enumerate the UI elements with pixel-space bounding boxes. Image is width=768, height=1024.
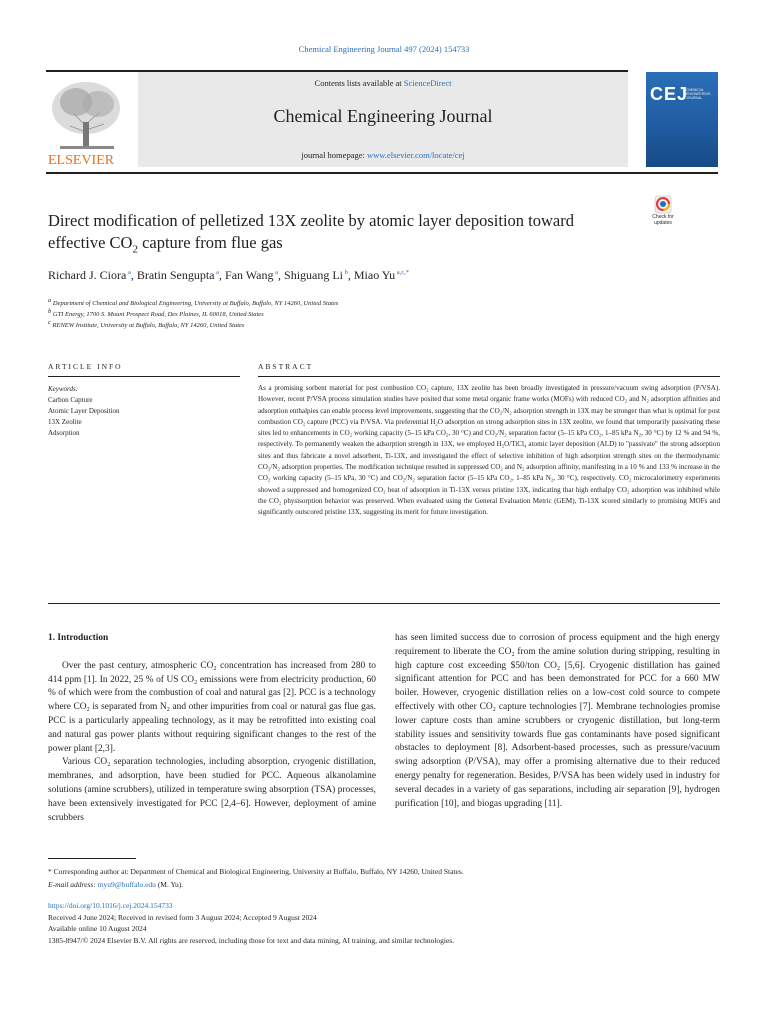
title-subscript: 2 <box>132 243 138 256</box>
author-name[interactable]: Richard J. Ciora <box>48 268 127 282</box>
keyword: 13X Zeolite <box>48 418 82 426</box>
keywords-block <box>48 384 238 439</box>
article-metadata-footer <box>48 900 720 946</box>
affiliation-a: $^a$ Department of Chemical and Biological Engineering, University at Buffalo, Buffalo, NY 14260, United States <box>48 297 339 308</box>
journal-cover-image <box>646 72 718 167</box>
email-line <box>48 879 720 892</box>
footnote <box>48 866 720 891</box>
author-affiliation-marker[interactable]: a <box>214 269 220 276</box>
copyright-line: 1385-8947/© 2024 Elsevier B.V. All rights are reserved, including those for text and data mining, AI training, and similar technologies. <box>48 935 455 945</box>
body-column-right <box>395 632 720 811</box>
article-info-label: ARTICLE INFO <box>48 362 123 371</box>
author-name[interactable]: Bratin Sengupta <box>136 268 215 282</box>
check-for-updates-badge[interactable] <box>646 195 680 229</box>
journal-citation-link[interactable]: Chemical Engineering Journal 497 (2024) 154733 <box>298 44 470 54</box>
abstract-label: ABSTRACT <box>258 362 314 371</box>
body-paragraph: Over the past century, atmospheric CO₂ concentration has increased from 280 to 414 ppm [1]. In 2022, 25 % of US CO₂ emissions were from electricity production, 60 % of which were from the combustion of coal and natural gas [2]. PCC is a technology where CO₂ is separated from N₂ and other impurities from coal or natural gas flue gas. PCC is a particularly appealing technology, as it may be retrofitted into existing coal and natural gas power plants without requiring significant changes to the rest of the power plant [2,3]. <box>48 660 376 754</box>
paper-title <box>48 210 628 260</box>
affiliation-b: $^b$ GTI Energy, 1700 S. Mount Prospect Road, Des Plaines, IL 60018, United States <box>48 308 264 319</box>
homepage-link[interactable]: www.elsevier.com/locate/cej <box>366 150 465 160</box>
cover-logo-text: CEJ <box>650 84 689 104</box>
section-heading: 1. Introduction <box>48 633 109 643</box>
body-paragraph: has seen limited success due to corrosion of process equipment and the high energy requirement to liberate the CO₂ from the amine solution during stripping, resulting in high capture cost exceeding $50/ton CO₂ [5,6]. Cryogenic distillation has gained significant attention for PCC and has been demonstrated for PCC for a 660 MW boiler. However, cryogenic distillation relies on a low-cost cold source to compete effectively with other CO₂ capture technologies [7]. Membrane technologies promise lower capture costs than amine scrubbers or cryogenic distillation, but long-term stability issues and sensitivity towards flue gas contaminants have posed significant obstacles to deployment [8]. Adsorbent-based processes, such as pressure/vacuum swing adsorption (P/VSA), may offer a promising alternative due to their reduced energy penalty for regeneration. Besides, P/VSA has been widely used in industry for several decades in a variety of gas separations, including air separation [9], hydrogen purification [10], and biogas upgrading [11]. <box>395 633 720 809</box>
abstract-rule <box>258 376 720 377</box>
check-updates-icon <box>646 195 680 215</box>
homepage-prefix: journal homepage: <box>301 150 367 160</box>
doi-link[interactable]: https://doi.org/10.1016/j.cej.2024.154733 <box>48 901 173 910</box>
author-affiliation-marker[interactable]: a <box>126 269 131 276</box>
keywords-label: Keywords: <box>48 385 79 393</box>
available-online: Available online 10 August 2024 <box>48 924 147 933</box>
header-rule <box>46 172 718 174</box>
keyword: Atomic Layer Deposition <box>48 407 120 415</box>
sciencedirect-link[interactable]: ScienceDirect <box>403 78 452 88</box>
author-affiliation-marker[interactable]: a,c,* <box>395 269 410 276</box>
contents-prefix: Contents lists available at <box>314 78 404 88</box>
footnote-rule <box>48 858 136 859</box>
title-text-end: capture from flue gas <box>137 233 283 252</box>
abstract-bottom-rule <box>48 603 720 604</box>
body-paragraph: Various CO₂ separation technologies, including absorption, cryogenic distillation, membranes, and adsorption, have been studied for PCC. Aqueous alkanolamine solutions (amine scrubbers), utilized in temperature swing absorption (TSA) processes, have been extensively investigated for PCC [2,4–6]. However, deployment of amine scrubbers <box>48 757 376 823</box>
keyword: Adsorption <box>48 429 80 437</box>
contents-line <box>138 78 628 88</box>
author-name[interactable]: Miao Yu <box>353 268 396 282</box>
received-dates: Received 4 June 2024; Received in revised form 3 August 2024; Accepted 9 August 2024 <box>48 912 317 922</box>
author-name[interactable]: Shiguang Li <box>284 268 344 282</box>
author-name[interactable]: Fan Wang <box>225 268 274 282</box>
journal-title: Chemical Engineering Journal <box>273 106 493 126</box>
corresponding-author-note: * Corresponding author at: Department of Chemical and Biological Engineering, University at Buffalo, Buffalo, NY 14260, United States. <box>48 867 464 876</box>
email-label: E-mail address: <box>48 879 98 889</box>
author-list: Richard J. Ciora $^a$, Bratin Sengupta $^a$, Fan Wang $^a$, Shiguang Li $^b$, Miao Yu $^{a,c,*}$ <box>48 268 410 282</box>
check-updates-label: Check for updates <box>652 214 674 226</box>
homepage-line <box>138 150 628 160</box>
title-text: Direct modification of pelletized 13X zeolite by atomic layer deposition toward effective CO <box>48 211 574 252</box>
email-suffix: (M. Yu). <box>155 879 184 889</box>
keyword: Carbon Capture <box>48 396 93 404</box>
abstract-text: As a promising sorbent material for post combustion CO₂ capture, 13X zeolite has been broadly investigated in pressure/vacuum swing adsorption (P/VSA). However, recent P/VSA process simulation studies have posited that some metal organic frame works (MOFs) with reduced CO₂ and N₂ adsorption affinities and adsorption enthalpies can enable process level improvements, suggesting that the CO₂/N₂ adsorption strength in 13X may be stronger than what is optimal for post combustion CO₂ capture (PCC) via P/VSA. Via preferential H₂O adsorption on strong adsorption sites in 13X zeolite, we found that temporarily passivating these sites led to enhancements in CO₂ working capacity (5–15 kPa CO₂, 30 °C) and CO₂/N₂ separation factor (5–15 kPa CO₂, 1–85 kPa N₂, 30 °C) by 12 % and 94 %, respectively. To permanently weaken the adsorption strength in 13X, we employed H₂O/TiCl₄ atomic layer deposition (ALD) to "passivate" the strong adsorption sites and thus fabricate a novel adsorbent, Ti-13X, and investigated the effect of selective inhibition of high adsorption strength sites on the thermodynamic CO₂/N₂ adsorption properties. The modification technique resulted in suppressed CO₂ and N₂ adsorption affinity, manifesting in a 10 % and 133 % increase in the CO₂ working capacity (5–15 kPa, 30 °C) and CO₂/N₂ separation factor (5–15 kPa CO₂, 1–85 kPa N₂, 30 °C), respectively. CO₂ microcalorimetry experiments showed a suppressed and homogenized CO₂ heat of adsorption in Ti-13X versus pristine 13X, indicating that high enthalpy CO₂ adsorption was inhibited while the CO₂ physisorption behavior was preserved. When evaluated using the General Evaluation Metric (GEM), Ti-13X scored similarly to promising MOFs and significantly outscored pristine 13X, suggesting its merit for future investigation. <box>258 384 721 517</box>
email-link[interactable]: myu9@buffalo.edu <box>97 879 156 889</box>
cover-subtitle: CHEMICAL ENGINEERING JOURNAL <box>686 88 711 100</box>
article-info-rule <box>48 376 240 377</box>
author-affiliation-marker[interactable]: b <box>343 269 348 276</box>
elsevier-logo <box>46 74 132 166</box>
author-affiliation-marker[interactable]: a <box>273 269 279 276</box>
affiliation-c: $^c$ RENEW Institute, University at Buffalo, Buffalo, NY 14260, United States <box>48 319 245 330</box>
body-column-left <box>48 632 376 825</box>
elsevier-wordmark: ELSEVIER <box>48 153 115 166</box>
